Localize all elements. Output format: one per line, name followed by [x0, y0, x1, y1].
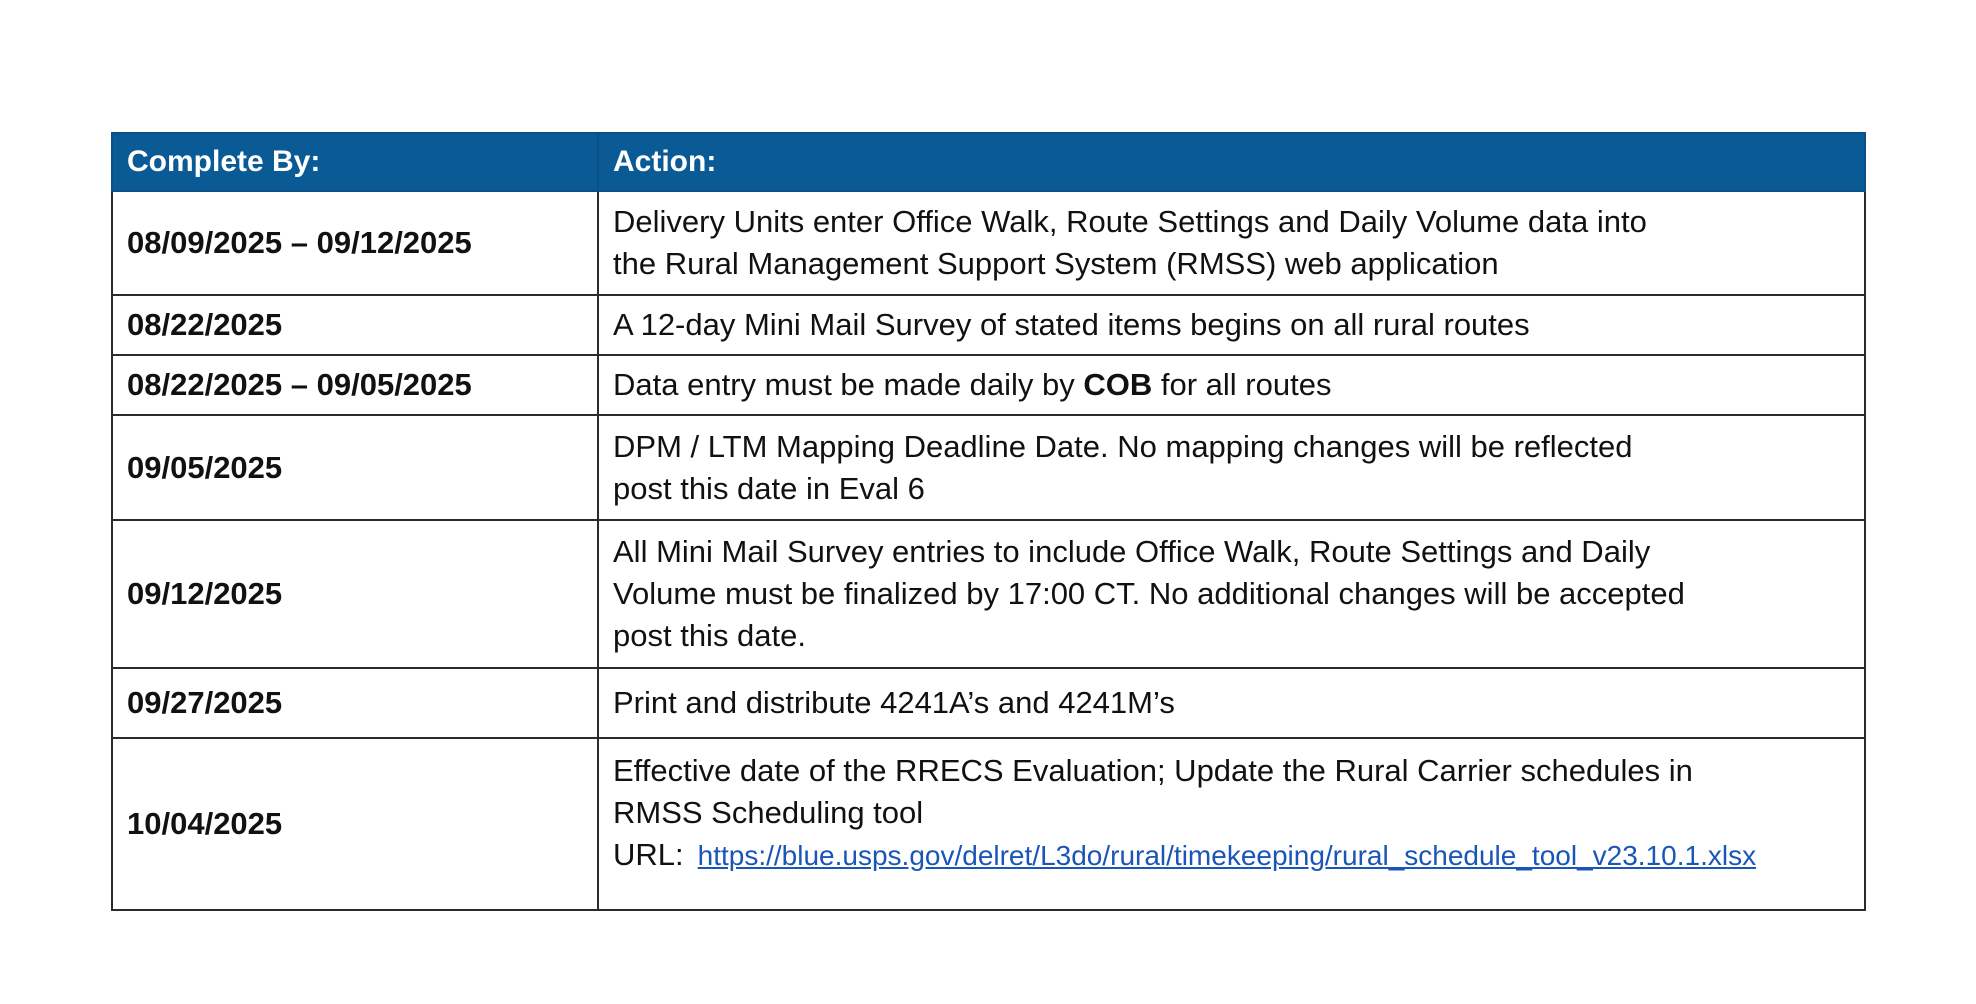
- date-cell: 08/22/2025: [112, 295, 598, 355]
- action-cell: [598, 668, 1865, 738]
- date-cell: 10/04/2025: [112, 738, 598, 910]
- action-text: A 12-day Mini Mail Survey of stated items begins on all rural routes: [613, 307, 1530, 342]
- table-row: [112, 668, 1865, 738]
- action-text: Print and distribute 4241A’s and 4241M’s: [613, 685, 1175, 720]
- table-header-row: [112, 133, 1865, 191]
- schedule-tool-link[interactable]: https://blue.usps.gov/delret/L3do/rural/timekeeping/rural_schedule_tool_v23.10.1.xlsx: [697, 839, 1757, 871]
- action-text-bold: COB: [1083, 367, 1153, 402]
- action-text: for all routes: [1152, 367, 1332, 402]
- table-row: [112, 738, 1865, 910]
- table-row: [112, 520, 1865, 668]
- action-text: Data entry must be made daily by: [613, 367, 1084, 402]
- action-cell: [598, 738, 1865, 910]
- action-cell: [598, 520, 1865, 668]
- table-row: [112, 191, 1865, 295]
- action-cell: [598, 191, 1865, 295]
- action-text: All Mini Mail Survey entries to include Office Walk, Route Settings and Daily: [613, 534, 1651, 569]
- action-text: Delivery Units enter Office Walk, Route Settings and Daily Volume data into: [613, 204, 1647, 239]
- table-row: [112, 295, 1865, 355]
- action-text: DPM / LTM Mapping Deadline Date. No mapping changes will be reflected: [613, 428, 1633, 464]
- action-text: the Rural Management Support System (RMSS) web application: [613, 246, 1499, 281]
- table-row: [112, 415, 1865, 520]
- action-text: RMSS Scheduling tool: [613, 794, 924, 830]
- date-cell: 09/12/2025: [112, 520, 598, 668]
- action-text: post this date in Eval 6: [613, 470, 925, 506]
- url-label: URL:: [613, 836, 684, 872]
- url-line: [613, 834, 1850, 899]
- action-text: Effective date of the RRECS Evaluation; Update the Rural Carrier schedules in: [613, 752, 1693, 788]
- table-row: [112, 355, 1865, 415]
- action-text: post this date.: [613, 618, 807, 653]
- date-cell: 08/22/2025 – 09/05/2025: [112, 355, 598, 415]
- date-cell: 09/27/2025: [112, 668, 598, 738]
- action-cell: [598, 415, 1865, 520]
- action-cell: [598, 355, 1865, 415]
- action-cell: [598, 295, 1865, 355]
- header-action: Action:: [598, 133, 1865, 191]
- action-text: Volume must be finalized by 17:00 CT. No additional changes will be accepted: [613, 576, 1685, 611]
- date-cell: 08/09/2025 – 09/12/2025: [112, 191, 598, 295]
- header-complete-by: Complete By:: [112, 133, 598, 191]
- schedule-table: [111, 132, 1866, 911]
- date-cell: 09/05/2025: [112, 415, 598, 520]
